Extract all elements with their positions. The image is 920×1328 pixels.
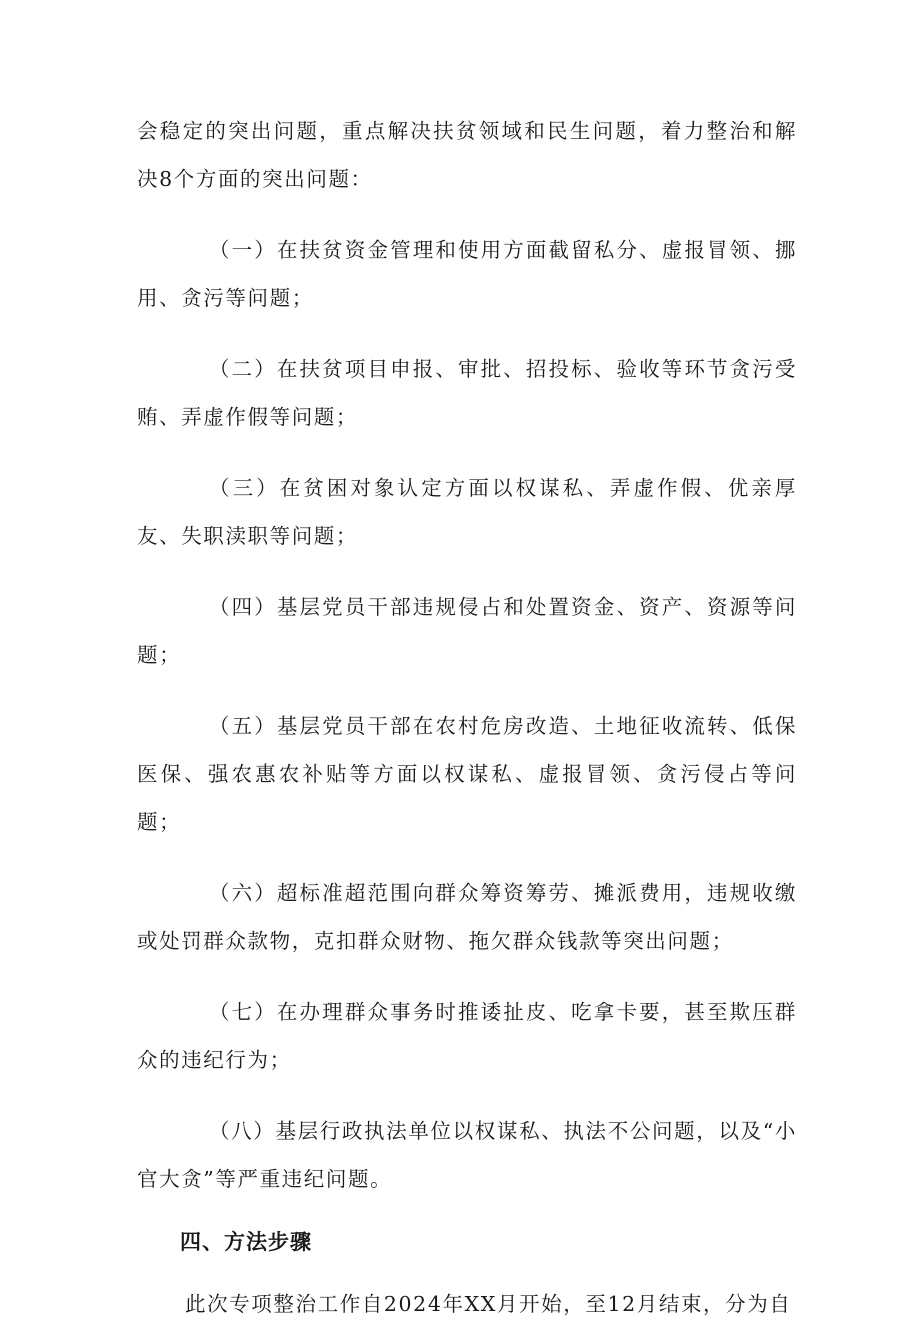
document-page	[137, 107, 797, 1328]
item-6: （六）超标准超范围向群众筹资筹劳、摊派费用，违规收缴或处罚群众款物，克扣群众财物、拖欠群众钱款等突出问题；	[137, 881, 797, 953]
item-5: （五）基层党员干部在农村危房改造、土地征收流转、低保医保、强农惠农补贴等方面以权谋私、虚报冒领、贪污侵占等问题；	[137, 714, 797, 834]
item-1: （一）在扶贫资金管理和使用方面截留私分、虚报冒领、挪用、贪污等问题；	[137, 238, 797, 310]
section-heading: 四、方法步骤	[180, 1230, 312, 1254]
intro-paragraph: 会稳定的突出问题，重点解决扶贫领域和民生问题，着力整治和解决8个方面的突出问题：	[137, 119, 797, 191]
item-7: （七）在办理群众事务时推诿扯皮、吃拿卡要，甚至欺压群众的违纪行为；	[137, 1000, 797, 1072]
item-3: （三）在贫困对象认定方面以权谋私、弄虚作假、优亲厚友、失职渎职等问题；	[137, 476, 797, 548]
item-4: （四）基层党员干部违规侵占和处置资金、资产、资源等问题；	[137, 595, 797, 667]
item-8: （八）基层行政执法单位以权谋私、执法不公问题，以及“小官大贪”等严重违纪问题。	[137, 1119, 797, 1191]
section-body-paragraph: 此次专项整治工作自2024年XX月开始，至12月结束，分为自	[185, 1292, 792, 1316]
item-2: （二）在扶贫项目申报、审批、招投标、验收等环节贪污受贿、弄虚作假等问题；	[137, 357, 797, 429]
